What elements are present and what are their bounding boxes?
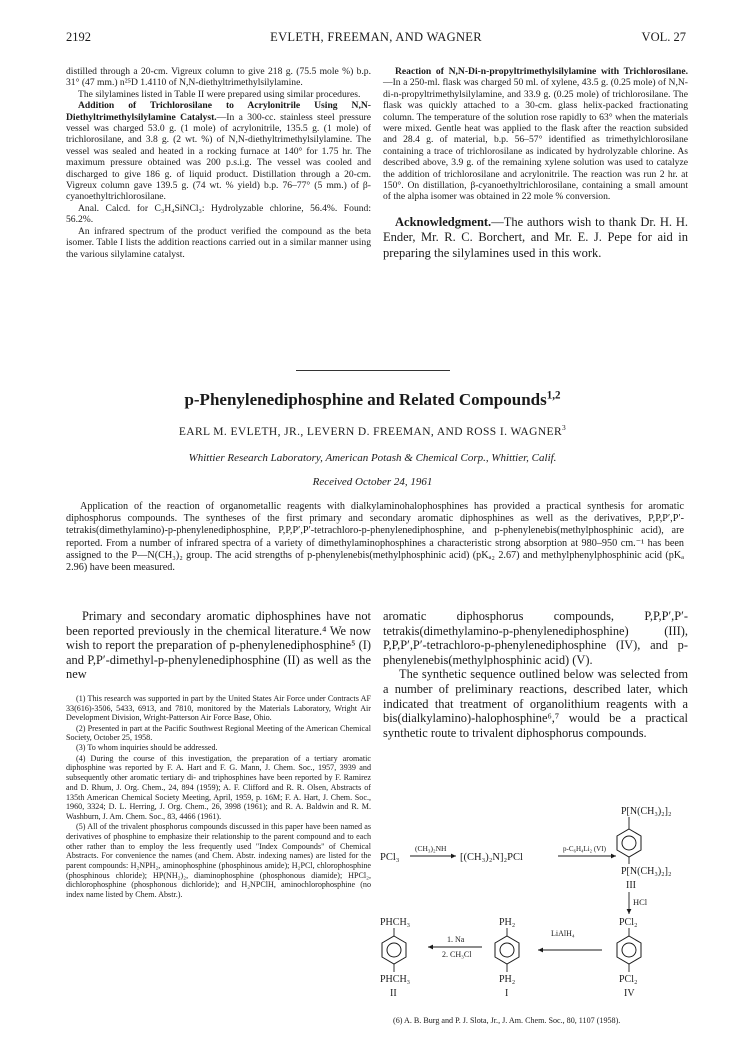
footnote: (5) All of the trivalent phosphorus compounds discussed in this paper have been named as derivatives of phosphine to emphasize their relationship to the parent compound and to each other rather than to employ the less frequently used "Index Compounds" of Chemical Abstracts. For convenience the names (and Chem. Abstr. indexing names) are listed for the parent compounds: H₂NPH₂, aminophosphine (phosphinous amide); H₂PCl, chlorophosphine (phosphinous chloride); HP(NH₂)₂, diaminophosphine (phosphonous diamide); HPCl₂, dichlorophosphine (phosphonous dichloride); and H₂NPClH, aminochlorophosphine (no index name listed by Chem. Abstr.). — [66, 822, 371, 900]
article-title: p-Phenylenediphosphine and Related Compounds$^{1,2}$ — [184, 389, 561, 409]
compound-number: I — [505, 988, 509, 999]
footnote: (4) During the course of this investigation, the preparation of a tertiary aromatic diphosphine was reported by F. A. Hart and F. G. Mann, J. Chem. Soc., 1957, 3939 and subsequently other aromatic tertiary di- and triphosphines have been reported by F. Ramirez and D. Rhum, J. Org. Chem., 24, 894 (1959); A. F. Clifford and R. R. Olsen, Abstracts of 135th American Chemical Society Meeting, April, 1959, p. 16M; F. A. Hart, J. Chem. Soc., 1960, 3324; D. L. Herring, J. Org. Chem., 26, 3998 (1961); and R. A. Baldwin and R. M. Washburn, J. Am. Chem. Soc., 83, 4466 (1961). — [66, 753, 371, 821]
intro-paragraph: aromatic diphosphorus compounds, P,P,P′,P′-tetrakis(dimethylamino-p-phenylenediphosphine) (III), P,P,P′,P′-tetrachloro-p-phenylenediphosphine (IV), and p-phenylenebis(methylphosphinic acid) (V). — [383, 609, 688, 667]
analysis-line: Anal. Calcd. for C₃H₄SiNCl₃: Hydrolyzable chlorine, 56.4%. Found: 56.2%. — [66, 202, 371, 226]
compound-number: II — [390, 988, 397, 999]
benzene-ring — [617, 829, 641, 857]
prev-paragraph: —In a 250-ml. flask was charged 50 ml. of xylene, 43.5 g. (0.25 mole) of N,N-di-n-propyltrimethylsilylamine, and 33.9 g. (0.25 mole) of trichlorosilane. The flask was quickly attached to a 30-cm. glass helix-packed fractionating column. The temperature of the solution rose rapidly to 63° when the materials were mixed. Gentle heat was applied to the flask after the reaction subsided and 28.4 g. of material, b.p. 56–57° identified as trimethylchlorosilane containing a trace of trichlorosilane as indicated by hydrolyzable chlorine. As described above, 3.9 g. of the remaining xylene solution was used to catalyze the addition of trichlorosilane and acrylonitrile. The reaction was run 2 hr. at 150°. On distillation, β-cyanoethyltrichlorosilane, containing a small amount of the alpha isomer was obtained in 22 mole % conversion. — [383, 77, 688, 203]
reaction-scheme — [380, 804, 715, 1019]
footnote: (1) This research was supported in part by the United States Air Force under Contracts AF 33(616)-3506, 5433, 6913, and 7810, monitored by the Materials Laboratory, Wright Air Development Division, Wright-Patterson Air Force Base, Ohio. — [66, 693, 371, 723]
reagent-label: HCl — [633, 897, 648, 907]
prev-paragraph: —In a 300-cc. stainless steel pressure vessel was charged 53.0 g. (1 mole) of acrylonitrile, 135.5 g. (1 mole) of trichlorosilane, and 3.8 g. (2 wt. %) of N,N-diethyltrimethylsilylamine. The vessel was sealed and heated in a rocking furnace at 140° for 1.75 hr. The maximum pressure obtained was 200 p.s.i.g. The vessel was cooled and discharged to give 186 g. of liquid product. Distillation through a 20-cm. Vigreux column gave 139.5 g. (74 wt. % yield) b.p. 76–77° (5 mm.) of β-cyanoethyltrichlorosilane. — [66, 111, 371, 203]
substituent-label: PCl₂ — [619, 917, 638, 928]
running-header — [66, 30, 686, 46]
substituent-label: PCl₂ — [619, 974, 638, 985]
arrow-head — [428, 945, 433, 950]
substituent-label: PH₂ — [499, 917, 516, 928]
article-authors: EARL M. EVLETH, JR., LEVERN D. FREEMAN, AND ROSS I. WAGNER$^3$ — [178, 423, 567, 438]
volume-label: VOL. 27 — [641, 30, 686, 44]
abstract — [66, 501, 684, 574]
arrow-head — [538, 948, 543, 953]
reagent-label: LiAlH₄ — [551, 929, 575, 938]
acknowledgment-text: —The authors wish to thank Dr. H. H. Ender, Mr. R. C. Borchert, and Mr. E. J. Pepe for aid in preparing the silylamines used in this work. — [383, 214, 688, 260]
arrow-head — [611, 854, 616, 859]
substituent-label: P[N(CH₃)₂]₂ — [621, 806, 672, 817]
substituent-label: P[N(CH₃)₂]₂ — [621, 866, 672, 877]
section-heading: Addition of Trichlorosilane to Acrylonitrile Using N,N-Diethyltrimethylsilylamine Catalyst. — [66, 100, 371, 123]
reagent-label: 1. Na — [447, 935, 465, 944]
body-left-column — [66, 609, 371, 900]
pcl3-label: PCl₃ — [380, 852, 400, 863]
prev-article-right-column — [383, 66, 688, 261]
benzene-ring — [617, 936, 641, 964]
affiliation: Whittier Research Laboratory, American Potash & Chemical Corp., Whittier, Calif. — [188, 452, 557, 464]
footnote: (2) Presented in part at the Pacific Southwest Regional Meeting of the American Chemical Society, October 25, 1958. — [66, 723, 371, 743]
reagent-label: (CH₃)₂NH — [415, 844, 447, 853]
footnote: (3) To whom inquiries should be addressed. — [76, 743, 218, 753]
footnote: (6) A. B. Burg and P. J. Slota, Jr., J. Am. Chem. Soc., 80, 1107 (1958). — [393, 1016, 621, 1025]
substituent-label: PHCH₃ — [380, 917, 411, 928]
intro-paragraph: Primary and secondary aromatic diphosphines have not been reported previously in the chemical literature.⁴ We now wish to report the preparation of p-phenylenediphosphine⁵ (I) and P,P′-dimethyl-p-phenylenediphosphine (II) as well as the new — [66, 609, 371, 682]
substituent-label: PHCH₃ — [380, 974, 411, 985]
prev-paragraph: distilled through a 20-cm. Vigreux column to give 218 g. (75.5 mole %) b.p. 31° (47 mm.) n²⁵D 1.4110 of N,N-diethyltrimethylsilylamine. — [66, 66, 371, 89]
benzene-ring — [382, 936, 406, 964]
acknowledgment-heading: Acknowledgment. — [395, 214, 492, 229]
running-title: EVLETH, FREEMAN, AND WAGNER — [270, 30, 482, 44]
abstract-text: Application of the reaction of organometallic reagents with dialkylaminohalophosphines has provided a practical synthesis for aromatic diphosphorus compounds. The syntheses of the first primary and secondary aromatic diphosphines as well as the derivatives, P,P,P′,P′-tetrakis(dimethylamino)-p-phenylenediphosphine, P,P,P′,P′-tetrachloro-p-phenylenediphosphine, and p-phenylenebis(methylphosphinic acid), are reported. From a number of infrared spectra of a variety of dimethylaminophosphines a characteristic strong absorption at 980–950 cm.⁻¹ has been assigned to the P—N(CH₃)₂ group. The acid strengths of p-phenylenebis(methylphosphinic acid) (pKₐ₂ 2.67) and methylphenylphosphinic acid (pKₐ 2.96) have been measured. — [66, 501, 684, 574]
article-divider — [296, 370, 450, 371]
prev-paragraph: An infrared spectrum of the product verified the compound as the beta isomer. Table I lists the addition reactions carried out in a similar manner using the various silylamine catalyst. — [66, 225, 371, 260]
received-date: Received October 24, 1961 — [312, 476, 433, 488]
arrow-head — [627, 909, 632, 914]
prev-article-left-column — [66, 66, 371, 260]
arrow-head — [451, 854, 456, 859]
compound-number: III — [626, 880, 636, 891]
section-heading: Reaction of N,N-Di-n-propyltrimethylsilylamine with Trichlorosilane. — [395, 66, 688, 77]
intro-paragraph: The synthetic sequence outlined below was selected from a number of preliminary reactions, described later, which indicated that treatment of organolithium reagents with a bis(dialkylamino)-halophosphine⁶,⁷ would be a practical synthetic route to trivalent diphosphorus compounds. — [383, 667, 688, 740]
reagent-label: p-C₆H₄Li₂ (VI) — [563, 845, 606, 853]
footnote-6 — [383, 1016, 688, 1026]
substituent-label: PH₂ — [499, 974, 516, 985]
page-number: 2192 — [66, 30, 91, 44]
intermediate-label: [(CH₃)₂N]₂PCl — [460, 852, 523, 863]
body-right-column — [383, 609, 688, 740]
prev-paragraph: The silylamines listed in Table II were prepared using similar procedures. — [78, 88, 361, 100]
compound-number: IV — [624, 988, 635, 999]
footnotes — [66, 694, 371, 900]
benzene-ring — [495, 936, 519, 964]
reagent-label: 2. CH₃Cl — [442, 950, 472, 959]
